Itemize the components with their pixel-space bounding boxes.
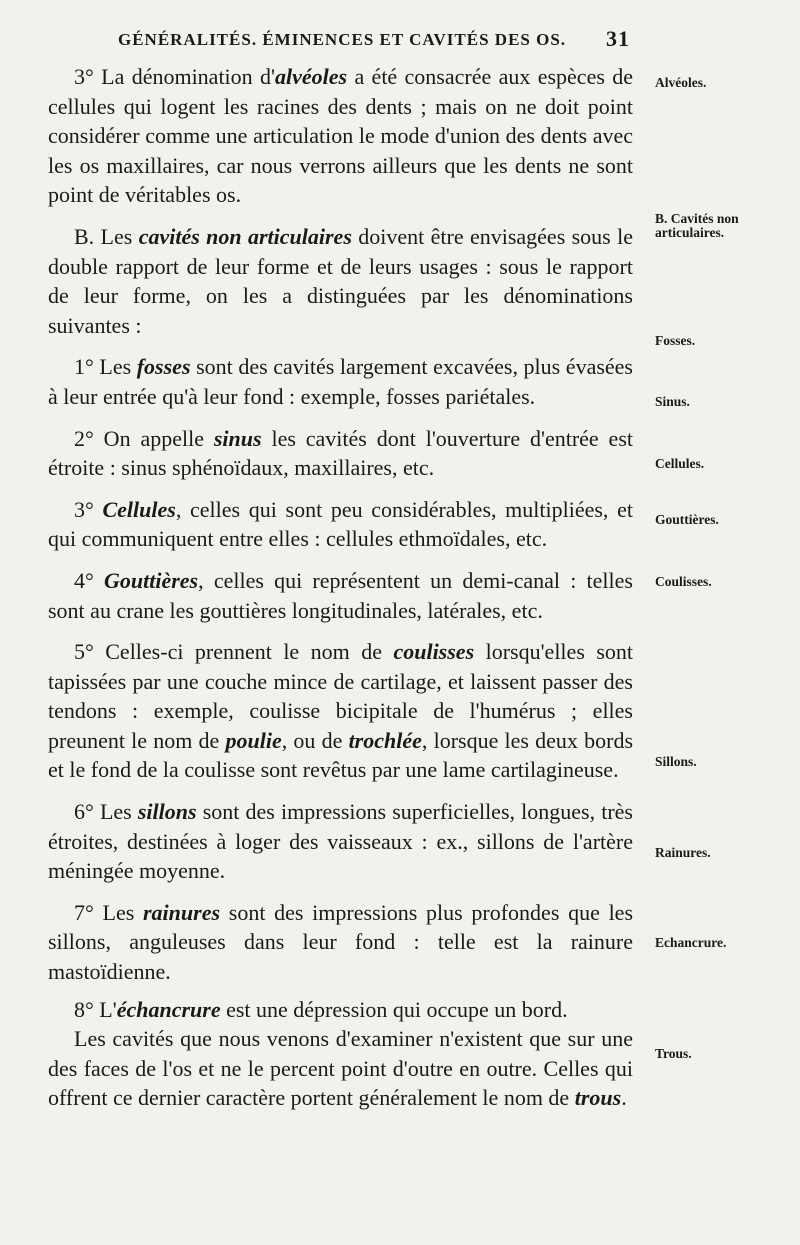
paragraph-trous: Les cavités que nous venons d'examiner n'existent que sur une des faces de l'os et ne le percent point d'outre en outre. Celles qui offrent ce dernier caractère portent généralement le nom de trous.	[48, 1026, 633, 1111]
margin-note-echancrure: Echancrure.	[655, 935, 727, 950]
margin-note-cellules: Cellules.	[655, 456, 705, 471]
running-header	[118, 26, 630, 51]
paragraph-rainures: 7° Les rainures sont des impressions plus profondes que les sillons, anguleuses dans leur fond : telle est la rainure mastoïdienne.	[48, 899, 634, 985]
paragraph-fosses: 1° Les fosses sont des cavités largement excavées, plus évasées à leur entrée qu'à leur fond : exemple, fosses pariétales.	[48, 354, 633, 409]
paragraph-echancrure: 8° L'échancrure est une dépression qui occupe un bord.	[74, 996, 568, 1022]
margin-note-sillons: Sillons.	[655, 754, 697, 769]
paragraph-coulisses: 5° Celles-ci prennent le nom de coulisses lorsqu'elles sont tapissées par une couche mince de cartilage, et laissent passer des tendons : exemple, coulisse bicipitale de l'humérus ; elles preunent le nom de poulie, ou de trochlée, lorsque les deux bords et le fond de la coulisse sont revêtus par une lame cartilagineuse.	[48, 639, 634, 783]
margin-note-rainures: Rainures.	[655, 845, 711, 860]
paragraph-alveoles: 3° La dénomination d'alvéoles a été consacrée aux espèces de cellules qui logent les racines des dents ; mais on ne doit point considérer comme une articulation le mode d'union des dents avec les os maxillaires, car nous verrons ailleurs que les dents ne sont point de véritables os.	[48, 64, 634, 208]
margin-note-alveoles: Alvéoles.	[655, 75, 707, 90]
paragraph-sinus: 2° On appelle sinus les cavités dont l'ouverture d'entrée est étroite : sinus sphénoïdaux, maxillaires, etc.	[48, 425, 633, 481]
paragraph-sillons: 6° Les sillons sont des impressions superficielles, longues, très étroites, destinées à loger des vaisseaux : ex., sillons de l'artère méningée moyenne.	[48, 799, 633, 884]
margin-note-fosses: Fosses.	[655, 333, 696, 348]
paragraph-cavites-non-articulaires: B. Les cavités non articulaires doivent être envisagées sous le double rapport de leur forme et de leurs usages : sous le rapport de leur forme, on les a distinguées par les dénominations suivantes :	[48, 223, 633, 338]
paragraph-cellules: 3° Cellules, celles qui sont peu considérables, multipliées, et qui communiquent entre elles : cellules ethmoïdales, etc.	[48, 496, 633, 552]
margin-note-coulisses: Coulisses.	[655, 574, 712, 589]
margin-note-sinus: Sinus.	[655, 394, 690, 409]
margin-note-cavites-non-articulaires: B. Cavités non articulaires.	[655, 211, 739, 240]
margin-note-trous: Trous.	[655, 1046, 692, 1061]
body-text	[48, 62, 633, 1125]
running-title: GÉNÉRALITÉS. ÉMINENCES ET CAVITÉS DES OS.	[118, 30, 567, 49]
page-number: 31	[606, 26, 630, 51]
margin-note-gouttieres: Gouttières.	[655, 512, 719, 527]
paragraph-gouttieres: 4° Gouttières, celles qui représentent un demi-canal : telles sont au crane les gouttières longitudinales, latérales, etc.	[48, 567, 633, 623]
